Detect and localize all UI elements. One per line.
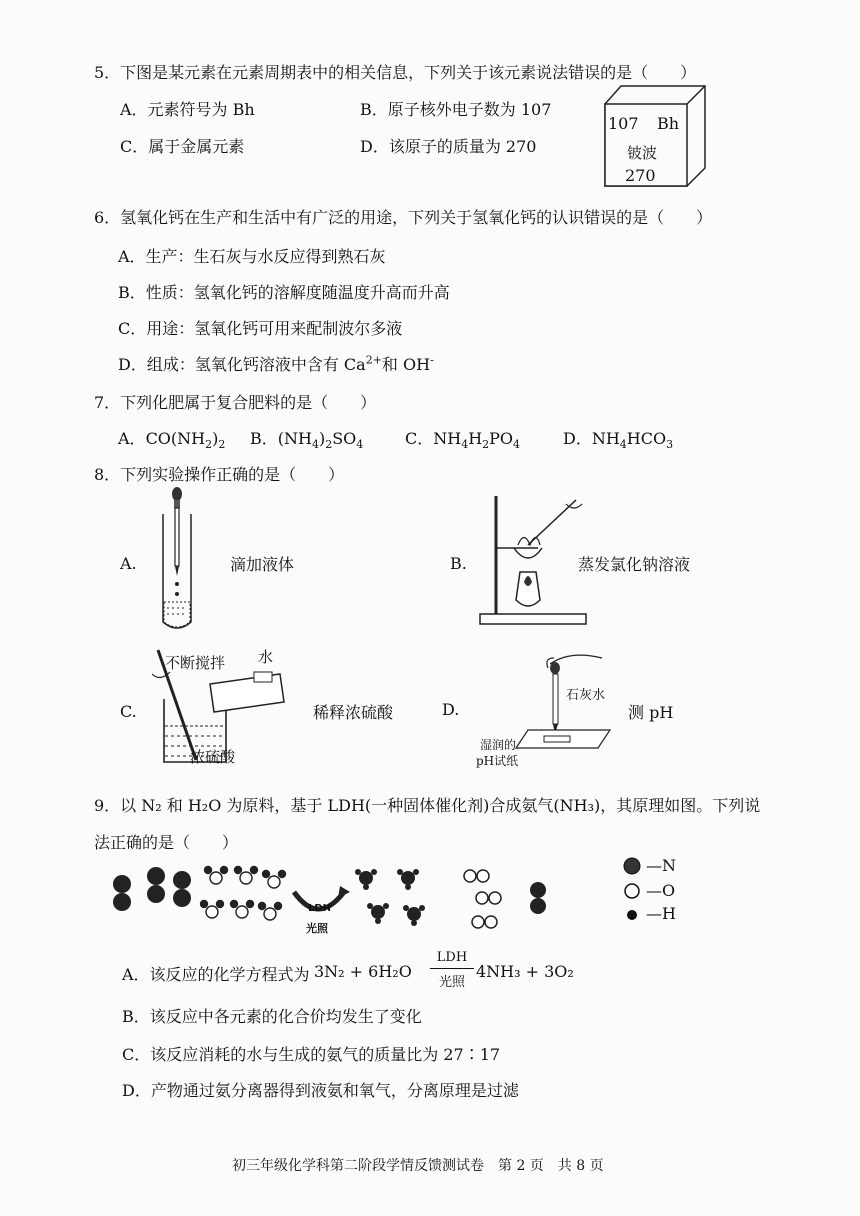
atomic-number: 107 [608, 114, 639, 133]
q8-caption-c: 稀释浓硫酸 [313, 703, 394, 722]
atomic-mass: 270 [625, 166, 656, 185]
legend-h-icon [625, 907, 639, 926]
q6-option-d: D．组成：氢氧化钙溶液中含有 $Ca^{2+}$和 OH- [118, 353, 434, 374]
element-name: 铍波 [627, 144, 658, 162]
arrow-catalyst-label: LDH [308, 903, 332, 914]
q5-option-d: D．该原子的质量为 270 [360, 137, 537, 156]
q9-option-a-reactants: 3N₂ + 6H₂O [314, 962, 412, 981]
q7-option-a: A．$CO(NH_2)_2$ [118, 429, 226, 452]
q7-option-d: D．$NH_4HCO_3$ [563, 429, 674, 452]
q7-option-c: C．$NH_4H_2PO_4$ [405, 429, 521, 452]
q6-option-c: C．用途：氢氧化钙可用来配制波尔多液 [118, 319, 403, 338]
q8-caption-b: 蒸发氯化钠溶液 [578, 555, 691, 574]
q6-option-b: B．性质：氢氧化钙的溶解度随温度升高而升高 [118, 283, 450, 302]
element-symbol: Bh [657, 114, 680, 133]
q8-stem: 8．下列实验操作正确的是（ ） [94, 465, 345, 484]
q5-option-c: C．属于金属元素 [120, 137, 245, 156]
q9-option-d: D．产物通过氨分离器得到液氨和氧气，分离原理是过滤 [122, 1081, 519, 1100]
evaporation-setup-illustration [478, 490, 588, 634]
q7-stem: 7．下列化肥属于复合肥料的是（ ） [94, 393, 377, 412]
q7-option-b: B．$(NH_4)_2SO_4$ [250, 429, 364, 452]
legend-h-label: —H [646, 904, 676, 923]
element-tile [603, 84, 708, 189]
q8-letter-a: A. [120, 554, 137, 573]
water-label: 水 [258, 648, 274, 666]
q9-option-a-prefix: A．该反应的化学方程式为 [122, 965, 310, 984]
q9-option-b: B．该反应中各元素的化合价均发生了变化 [122, 1007, 422, 1026]
q9-option-a-equals-bar [430, 968, 474, 969]
q6-option-a: A．生产：生石灰与水反应得到熟石灰 [118, 247, 386, 266]
q8-letter-c: C. [120, 702, 137, 721]
ph-paper-label-1: 湿润的 [480, 738, 517, 752]
q5-option-b: B．原子核外电子数为 107 [360, 100, 552, 119]
stir-label: 不断搅拌 [165, 654, 226, 672]
q8-caption-a: 滴加液体 [230, 555, 295, 574]
q6-stem: 6．氢氧化钙在生产和生活中有广泛的用途，下列关于氢氧化钙的认识错误的是（ ） [94, 208, 713, 227]
legend-o-label: —O [646, 881, 676, 900]
page-footer: 初三年级化学科第二阶段学情反馈测试卷 第 2 页 共 8 页 [232, 1158, 604, 1174]
lime-water-label: 石灰水 [566, 688, 606, 703]
q8-letter-b: B. [450, 554, 467, 573]
q9-stem-line1: 9．以 N₂ 和 H₂O 为原料，基于 LDH(一种固体催化剂)合成氨气(NH₃)，其原理如图。下列说 [94, 796, 761, 815]
legend-o-icon [623, 882, 643, 906]
q5-stem: 5．下图是某元素在元素周期表中的相关信息，下列关于该元素说法错误的是（ ） [94, 63, 697, 82]
q9-option-a-condition-bottom: 光照 [438, 975, 465, 990]
acid-label: 浓硫酸 [190, 748, 236, 766]
q9-option-a-products: 4NH₃ + 3O₂ [476, 962, 574, 981]
q8-caption-d: 测 pH [628, 703, 674, 722]
q9-option-c: C．该反应消耗的水与生成的氨气的质量比为 27∶17 [122, 1045, 501, 1064]
arrow-light-label: 光照 [306, 922, 328, 935]
molecular-reaction-diagram [108, 856, 568, 944]
q5-option-a: A．元素符号为 Bh [120, 100, 255, 119]
ph-paper-label-2: pH试纸 [476, 754, 519, 768]
q8-letter-d: D. [442, 700, 460, 719]
legend-n-label: —N [646, 856, 676, 875]
legend-n-icon [622, 856, 642, 880]
q9-option-a-condition-top: LDH [436, 950, 468, 965]
q9-stem-line2: 法正确的是（ ） [94, 833, 239, 852]
dropper-test-tube-illustration [155, 484, 200, 638]
